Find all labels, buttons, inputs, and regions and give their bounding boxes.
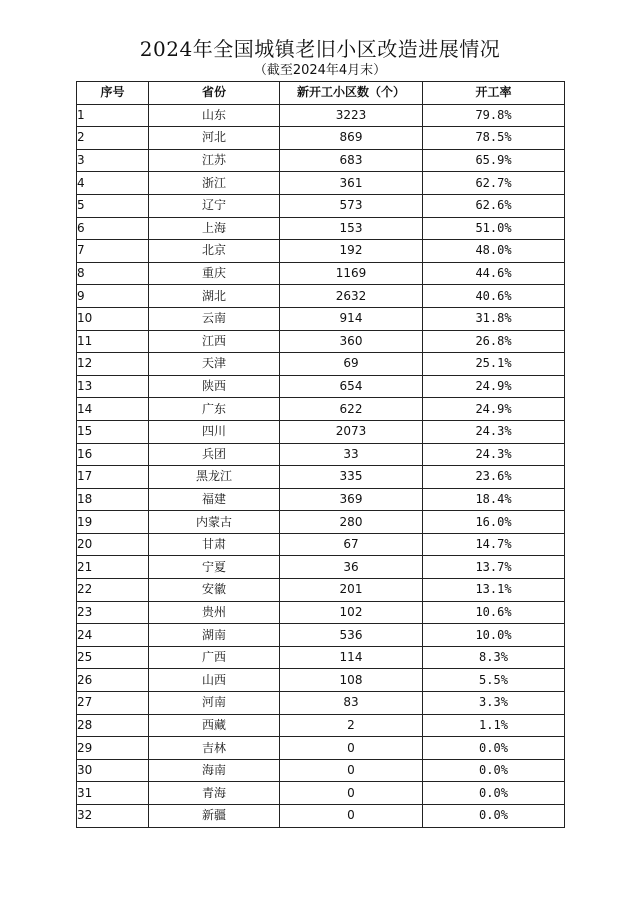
new-projects-cell: 536 — [280, 624, 423, 647]
row-index-cell: 6 — [77, 217, 149, 240]
start-rate-cell: 0.0% — [423, 737, 565, 760]
province-cell: 河北 — [149, 127, 280, 150]
table-row — [77, 805, 565, 828]
new-projects-cell: 869 — [280, 127, 423, 150]
new-projects-cell: 114 — [280, 646, 423, 669]
table-row — [77, 217, 565, 240]
start-rate-cell: 14.7% — [423, 533, 565, 556]
row-index-cell: 8 — [77, 262, 149, 285]
start-rate-cell: 10.6% — [423, 601, 565, 624]
table-row — [77, 443, 565, 466]
row-index-cell: 29 — [77, 737, 149, 760]
start-rate-cell: 0.0% — [423, 805, 565, 828]
table-row — [77, 353, 565, 376]
start-rate-cell: 23.6% — [423, 466, 565, 489]
new-projects-cell: 67 — [280, 533, 423, 556]
province-cell: 新疆 — [149, 805, 280, 828]
row-index-cell: 3 — [77, 149, 149, 172]
start-rate-cell: 65.9% — [423, 149, 565, 172]
start-rate-cell: 24.9% — [423, 375, 565, 398]
row-index-cell: 11 — [77, 330, 149, 353]
row-index-cell: 7 — [77, 240, 149, 263]
table-row — [77, 307, 565, 330]
column-header-province: 省份 — [149, 82, 280, 105]
province-cell: 青海 — [149, 782, 280, 805]
row-index-cell: 28 — [77, 714, 149, 737]
row-index-cell: 14 — [77, 398, 149, 421]
province-cell: 辽宁 — [149, 194, 280, 217]
table-row — [77, 782, 565, 805]
row-index-cell: 27 — [77, 692, 149, 715]
new-projects-cell: 683 — [280, 149, 423, 172]
start-rate-cell: 78.5% — [423, 127, 565, 150]
table-row — [77, 330, 565, 353]
province-cell: 内蒙古 — [149, 511, 280, 534]
row-index-cell: 1 — [77, 104, 149, 127]
new-projects-cell: 69 — [280, 353, 423, 376]
table-row — [77, 714, 565, 737]
table-row — [77, 172, 565, 195]
row-index-cell: 22 — [77, 579, 149, 602]
province-cell: 安徽 — [149, 579, 280, 602]
new-projects-cell: 335 — [280, 466, 423, 489]
row-index-cell: 15 — [77, 420, 149, 443]
row-index-cell: 24 — [77, 624, 149, 647]
table-row — [77, 104, 565, 127]
table-row — [77, 692, 565, 715]
new-projects-cell: 201 — [280, 579, 423, 602]
new-projects-cell: 153 — [280, 217, 423, 240]
new-projects-cell: 3223 — [280, 104, 423, 127]
row-index-cell: 16 — [77, 443, 149, 466]
table-row — [77, 398, 565, 421]
new-projects-cell: 573 — [280, 194, 423, 217]
start-rate-cell: 8.3% — [423, 646, 565, 669]
table-row — [77, 127, 565, 150]
table-row — [77, 149, 565, 172]
start-rate-cell: 24.9% — [423, 398, 565, 421]
start-rate-cell: 24.3% — [423, 443, 565, 466]
table-row — [77, 262, 565, 285]
table-row — [77, 624, 565, 647]
start-rate-cell: 13.1% — [423, 579, 565, 602]
start-rate-cell: 44.6% — [423, 262, 565, 285]
table-row — [77, 240, 565, 263]
start-rate-cell: 79.8% — [423, 104, 565, 127]
row-index-cell: 25 — [77, 646, 149, 669]
start-rate-cell: 24.3% — [423, 420, 565, 443]
new-projects-cell: 1169 — [280, 262, 423, 285]
province-cell: 北京 — [149, 240, 280, 263]
start-rate-cell: 51.0% — [423, 217, 565, 240]
province-cell: 广东 — [149, 398, 280, 421]
start-rate-cell: 13.7% — [423, 556, 565, 579]
new-projects-cell: 192 — [280, 240, 423, 263]
province-cell: 西藏 — [149, 714, 280, 737]
new-projects-cell: 369 — [280, 488, 423, 511]
province-cell: 湖南 — [149, 624, 280, 647]
row-index-cell: 4 — [77, 172, 149, 195]
table-row — [77, 556, 565, 579]
new-projects-cell: 0 — [280, 805, 423, 828]
table-header-row — [77, 82, 565, 105]
new-projects-cell: 360 — [280, 330, 423, 353]
start-rate-cell: 26.8% — [423, 330, 565, 353]
row-index-cell: 9 — [77, 285, 149, 308]
table-row — [77, 488, 565, 511]
row-index-cell: 21 — [77, 556, 149, 579]
new-projects-cell: 0 — [280, 759, 423, 782]
row-index-cell: 26 — [77, 669, 149, 692]
province-cell: 天津 — [149, 353, 280, 376]
province-cell: 重庆 — [149, 262, 280, 285]
new-projects-cell: 83 — [280, 692, 423, 715]
table-row — [77, 511, 565, 534]
row-index-cell: 13 — [77, 375, 149, 398]
start-rate-cell: 25.1% — [423, 353, 565, 376]
new-projects-cell: 33 — [280, 443, 423, 466]
province-cell: 黑龙江 — [149, 466, 280, 489]
row-index-cell: 23 — [77, 601, 149, 624]
new-projects-cell: 36 — [280, 556, 423, 579]
row-index-cell: 2 — [77, 127, 149, 150]
province-cell: 江西 — [149, 330, 280, 353]
start-rate-cell: 0.0% — [423, 782, 565, 805]
table-row — [77, 646, 565, 669]
column-header-start-rate: 开工率 — [423, 82, 565, 105]
table-row — [77, 737, 565, 760]
table-row — [77, 579, 565, 602]
progress-table — [76, 81, 565, 828]
province-cell: 海南 — [149, 759, 280, 782]
row-index-cell: 19 — [77, 511, 149, 534]
new-projects-cell: 361 — [280, 172, 423, 195]
row-index-cell: 20 — [77, 533, 149, 556]
new-projects-cell: 2 — [280, 714, 423, 737]
column-header-new-projects: 新开工小区数（个） — [280, 82, 423, 105]
row-index-cell: 30 — [77, 759, 149, 782]
province-cell: 福建 — [149, 488, 280, 511]
new-projects-cell: 0 — [280, 782, 423, 805]
province-cell: 上海 — [149, 217, 280, 240]
row-index-cell: 12 — [77, 353, 149, 376]
column-header-index: 序号 — [77, 82, 149, 105]
row-index-cell: 17 — [77, 466, 149, 489]
new-projects-cell: 0 — [280, 737, 423, 760]
start-rate-cell: 3.3% — [423, 692, 565, 715]
start-rate-cell: 62.6% — [423, 194, 565, 217]
table-row — [77, 533, 565, 556]
province-cell: 江苏 — [149, 149, 280, 172]
start-rate-cell: 18.4% — [423, 488, 565, 511]
start-rate-cell: 0.0% — [423, 759, 565, 782]
new-projects-cell: 622 — [280, 398, 423, 421]
new-projects-cell: 280 — [280, 511, 423, 534]
province-cell: 吉林 — [149, 737, 280, 760]
new-projects-cell: 2632 — [280, 285, 423, 308]
province-cell: 贵州 — [149, 601, 280, 624]
start-rate-cell: 1.1% — [423, 714, 565, 737]
province-cell: 宁夏 — [149, 556, 280, 579]
start-rate-cell: 31.8% — [423, 307, 565, 330]
table-row — [77, 375, 565, 398]
province-cell: 山西 — [149, 669, 280, 692]
province-cell: 山东 — [149, 104, 280, 127]
start-rate-cell: 10.0% — [423, 624, 565, 647]
table-row — [77, 669, 565, 692]
province-cell: 浙江 — [149, 172, 280, 195]
new-projects-cell: 654 — [280, 375, 423, 398]
province-cell: 兵团 — [149, 443, 280, 466]
start-rate-cell: 16.0% — [423, 511, 565, 534]
row-index-cell: 5 — [77, 194, 149, 217]
province-cell: 四川 — [149, 420, 280, 443]
table-row — [77, 759, 565, 782]
start-rate-cell: 40.6% — [423, 285, 565, 308]
province-cell: 广西 — [149, 646, 280, 669]
row-index-cell: 32 — [77, 805, 149, 828]
row-index-cell: 31 — [77, 782, 149, 805]
new-projects-cell: 108 — [280, 669, 423, 692]
table-row — [77, 466, 565, 489]
row-index-cell: 18 — [77, 488, 149, 511]
table-row — [77, 420, 565, 443]
table-row — [77, 194, 565, 217]
new-projects-cell: 2073 — [280, 420, 423, 443]
province-cell: 河南 — [149, 692, 280, 715]
start-rate-cell: 62.7% — [423, 172, 565, 195]
start-rate-cell: 48.0% — [423, 240, 565, 263]
table-row — [77, 285, 565, 308]
page-subtitle: （截至2024年4月末） — [253, 63, 387, 78]
province-cell: 甘肃 — [149, 533, 280, 556]
table-row — [77, 601, 565, 624]
page-title: 2024年全国城镇老旧小区改造进展情况 — [139, 37, 501, 61]
province-cell: 湖北 — [149, 285, 280, 308]
province-cell: 云南 — [149, 307, 280, 330]
start-rate-cell: 5.5% — [423, 669, 565, 692]
table-body — [77, 104, 565, 827]
new-projects-cell: 102 — [280, 601, 423, 624]
row-index-cell: 10 — [77, 307, 149, 330]
province-cell: 陕西 — [149, 375, 280, 398]
new-projects-cell: 914 — [280, 307, 423, 330]
